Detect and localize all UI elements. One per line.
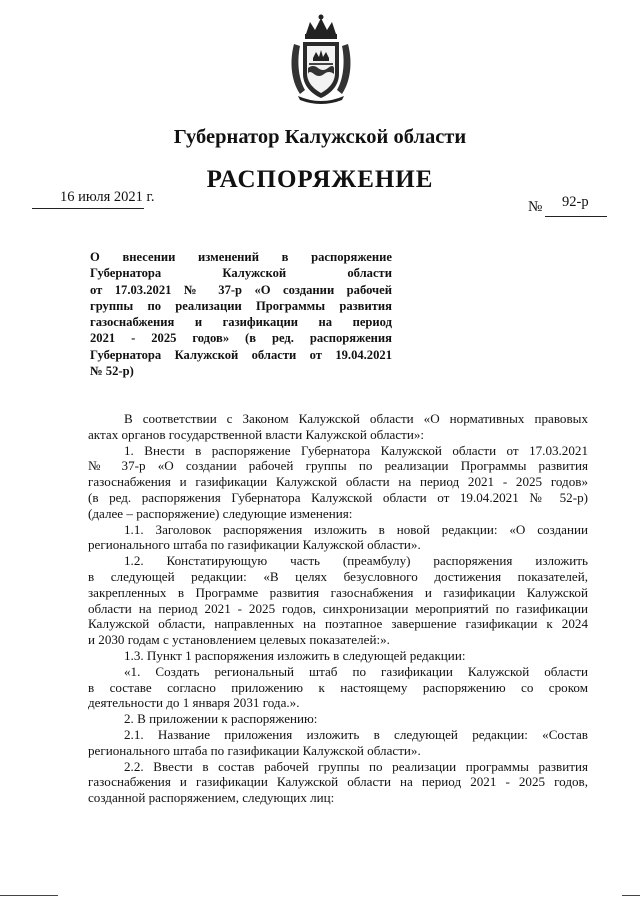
body-line: 1.1. Заголовок распоряжения изложить в новой редакции: «О создании	[124, 521, 588, 537]
document-heading	[90, 249, 392, 379]
body-line: газоснабжения и газификации Калужской области на период 2021 - 2025 годов,	[88, 774, 588, 790]
body-line: актах органов государственной власти Калужской области»:	[88, 426, 425, 442]
body-line: В соответствии с Законом Калужской области «О нормативных правовых	[124, 411, 588, 426]
body-line: газоснабжения и газификации Калужской области на период 2021 - 2025 годов»	[88, 474, 588, 490]
document-number: 92-р	[562, 194, 589, 210]
heading-line: Губернатора Калужской области от 19.04.2021	[90, 347, 392, 362]
body-line: созданной распоряжением, следующих лиц:	[88, 790, 335, 806]
body-line: 1.2. Констатирующую часть (преамбулу) распоряжения изложить	[124, 553, 588, 569]
body-line: 1.3. Пункт 1 распоряжения изложить в следующей редакции:	[124, 647, 466, 663]
body-line: (в ред. распоряжения Губернатора Калужской области от 19.04.2021 № 52-р)	[88, 489, 588, 505]
body-line: закрепленных в Программе развития газоснабжения и газификации Калужской	[88, 584, 588, 600]
body-line: «1. Создать региональный штаб по газификации Калужской области	[124, 663, 588, 679]
body-line: 2.2. Ввести в состав рабочей группы по реализации программы развития	[124, 758, 588, 774]
body-line: 2. В приложении к распоряжению:	[124, 711, 318, 727]
number-underline	[545, 216, 607, 217]
body-line: области на период 2021 - 2025 годов, синхронизации мероприятий по газификации	[88, 600, 588, 616]
body-line: и 2030 годам с установлением целевых показателей:».	[88, 632, 390, 648]
body-line: (далее – распоряжение) следующие изменения:	[88, 505, 353, 521]
coat-of-arms-emblem	[288, 14, 354, 106]
body-line: в следующей редакции: «В целях безусловного достижения показателей,	[88, 568, 588, 584]
body-line: Калужской области, направленных на поэтапное завершение газификации к 2024	[88, 616, 588, 632]
body-line: регионального штаба по газификации Калужской области».	[88, 537, 421, 553]
date-underline	[32, 208, 144, 209]
heading-line: от 17.03.2021 № 37-р «О создании рабочей	[90, 282, 392, 297]
body-line: № 37-р «О создании рабочей группы по реализации Программы развития	[88, 458, 588, 474]
body-line: в составе согласно приложению к настоящему распоряжению со сроком	[88, 679, 588, 695]
body-line: регионального штаба по газификации Калужской области».	[88, 742, 421, 758]
heading-line: 2021 - 2025 годов» (в ред. распоряжения	[90, 331, 392, 346]
heading-line: О внесении изменений в распоряжение	[90, 250, 392, 264]
heading-line: Губернатора Калужской области	[90, 266, 392, 281]
document-date: 16 июля 2021 г.	[60, 189, 155, 205]
heading-line: № 52-р)	[90, 364, 134, 379]
scan-edge-mark	[0, 895, 58, 896]
issuing-authority: Губернатор Калужской области	[173, 126, 467, 148]
heading-line: газоснабжения и газификации на период	[90, 315, 392, 330]
body-line: деятельности до 1 января 2031 года.».	[88, 695, 300, 711]
number-label: №	[528, 199, 543, 215]
scan-edge-mark	[622, 895, 640, 896]
body-line: 2.1. Название приложения изложить в следующей редакции: «Состав	[124, 726, 588, 742]
document-type-title: РАСПОРЯЖЕНИЕ	[206, 166, 434, 193]
heading-line: группы по реализации Программы развития	[90, 298, 392, 313]
body-line: 1. Внести в распоряжение Губернатора Калужской области от 17.03.2021	[124, 442, 588, 458]
document-body	[88, 411, 588, 806]
